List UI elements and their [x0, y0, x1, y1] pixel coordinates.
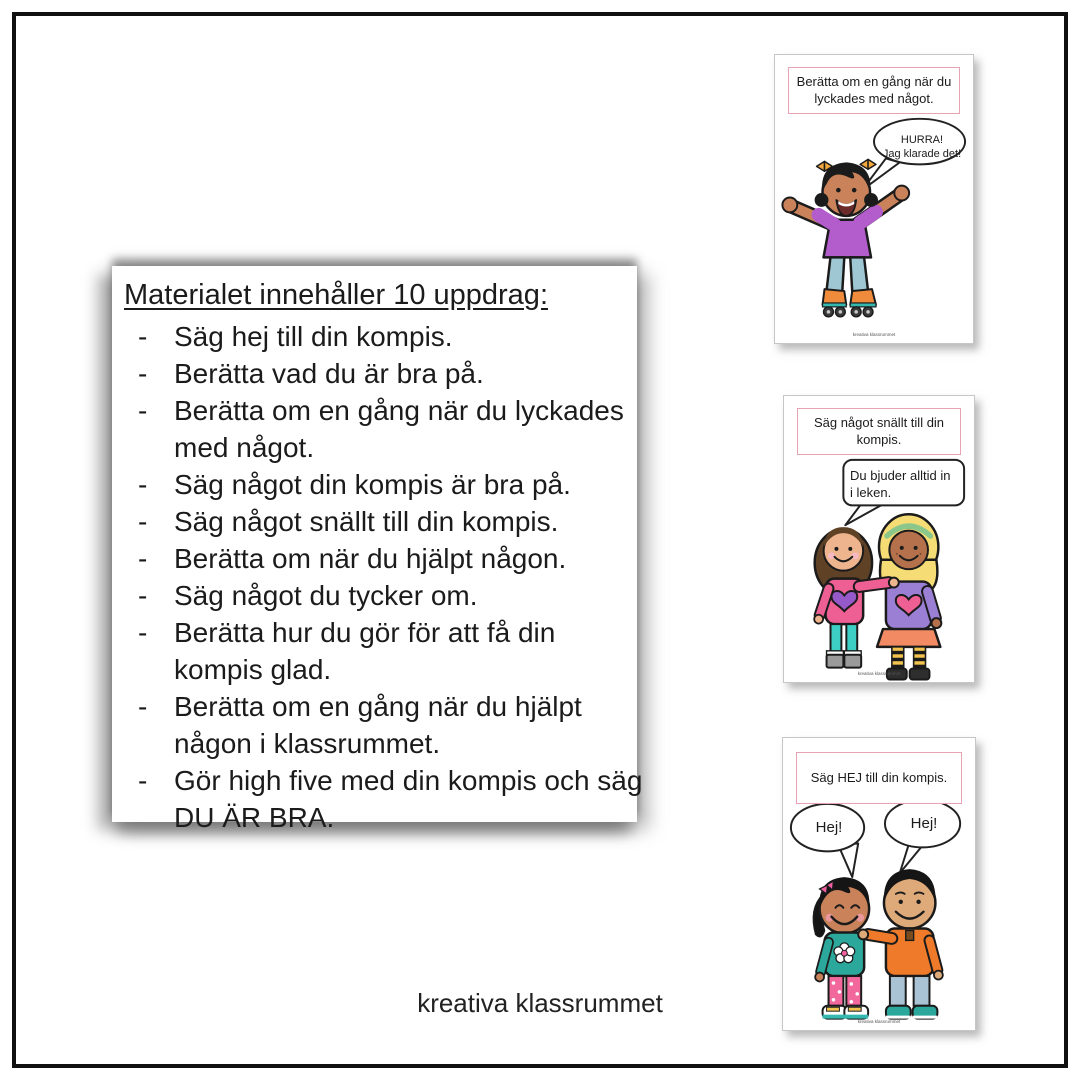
- bullet-dash: -: [138, 321, 148, 352]
- list-title: Materialet innehåller 10 uppdrag:: [124, 279, 548, 311]
- list-item: - Berätta om en gång när du lyckades med något.: [124, 392, 637, 466]
- list-item: - Berätta vad du är bra på.: [124, 355, 637, 392]
- list-item: - Berätta om när du hjälpt någon.: [124, 540, 637, 577]
- speech-bubble: [791, 804, 864, 877]
- card-credit: kreativa klassrummet: [857, 671, 901, 676]
- bullet-dash: -: [138, 580, 148, 611]
- speech-bubble-text: Hej!: [815, 819, 843, 836]
- card-header: Säg HEJ till din kompis.: [796, 752, 962, 804]
- bullet-dash: -: [138, 691, 148, 722]
- bullet-dash: -: [138, 395, 148, 426]
- bullet-dash: -: [138, 358, 148, 389]
- list-item: - Säg något din kompis är bra på.: [124, 466, 637, 503]
- list-item: - Berätta hur du gör för att få din kompis glad.: [124, 614, 637, 688]
- list-item: - Säg något snällt till din kompis.: [124, 503, 637, 540]
- bullet-dash: -: [138, 617, 148, 648]
- task-list: [124, 318, 643, 836]
- card-header: Säg något snällt till din kompis.: [797, 408, 961, 455]
- list-item: - Berätta om en gång när du hjälpt någon i klassrummet.: [124, 688, 637, 762]
- task-card-say-hej: [782, 737, 976, 1031]
- list-item: - Säg hej till din kompis.: [124, 318, 637, 355]
- task-card-kind-words: [783, 395, 975, 683]
- speech-bubble-text: HURRA! Jag klarade det!: [882, 134, 962, 160]
- task-card-success: [774, 54, 974, 344]
- roller-skates: [823, 289, 876, 317]
- striped-leggings: [892, 647, 926, 670]
- bullet-dash: -: [138, 765, 148, 796]
- card-credit: kreativa klassrummet: [852, 332, 896, 337]
- list-item: - Säg något du tycker om.: [124, 577, 637, 614]
- bullet-dash: -: [138, 469, 148, 500]
- girl-figure: [782, 159, 909, 316]
- speech-bubble-text: Du bjuder alltid in i leken.: [850, 468, 951, 500]
- card-header: Berätta om en gång när du lyckades med något.: [788, 67, 960, 114]
- list-item: - Gör high five med din kompis och säg DU ÄR BRA.: [124, 762, 637, 836]
- task-list-paper: [112, 266, 643, 833]
- girl-with-hijab-figure: [877, 514, 941, 679]
- bullet-dash: -: [138, 543, 148, 574]
- card-credit: kreativa klassrummet: [857, 1019, 901, 1024]
- speech-bubble-text: Hej!: [910, 815, 938, 832]
- bullet-dash: -: [138, 506, 148, 537]
- speech-bubble: [885, 800, 960, 873]
- brand-credit: kreativa klassrummet: [417, 988, 663, 1018]
